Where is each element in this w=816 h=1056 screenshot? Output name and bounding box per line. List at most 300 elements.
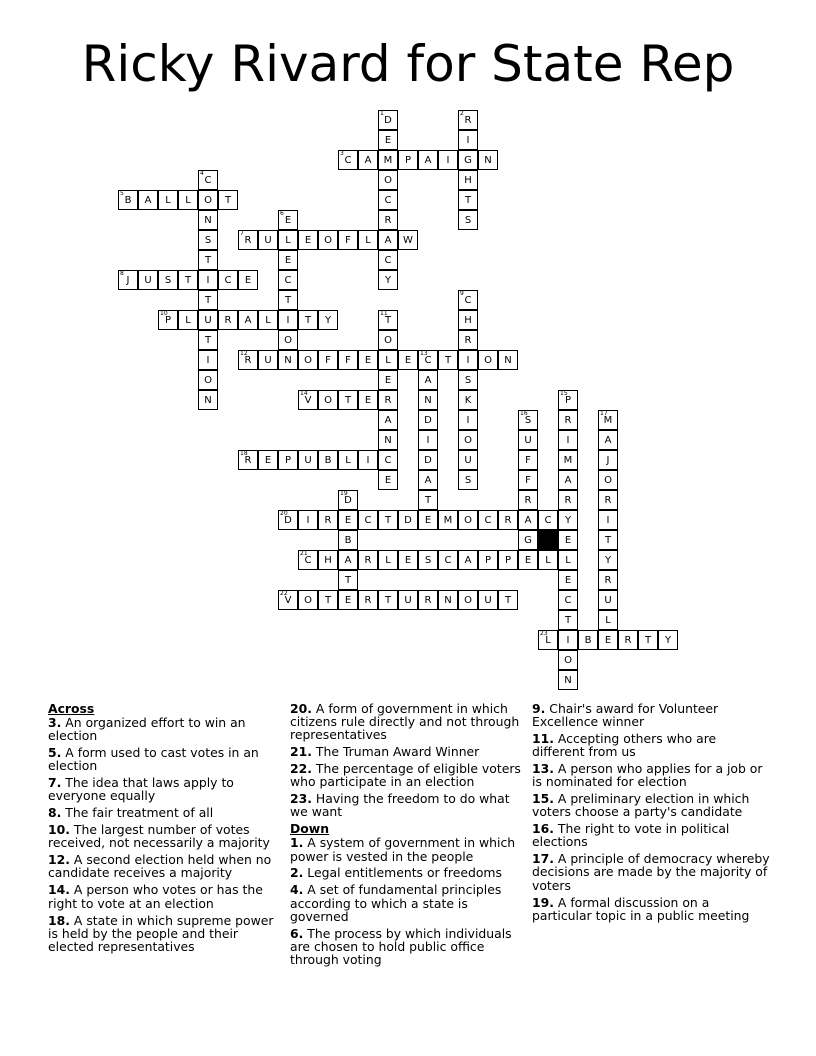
cell-letter: T xyxy=(464,195,472,206)
clue-item-text: A person who applies for a job or is nominated for election xyxy=(532,761,763,790)
grid-cell[interactable] xyxy=(618,630,638,650)
grid-cell[interactable] xyxy=(318,510,338,530)
grid-cell[interactable] xyxy=(518,410,538,430)
grid-cell[interactable] xyxy=(478,350,498,370)
grid-cell[interactable] xyxy=(558,590,578,610)
cell-letter: O xyxy=(204,195,212,206)
grid-cell[interactable] xyxy=(658,630,678,650)
grid-cell[interactable] xyxy=(278,270,298,290)
grid-cell[interactable] xyxy=(558,490,578,510)
grid-cell[interactable] xyxy=(558,610,578,630)
grid-cell[interactable] xyxy=(198,390,218,410)
grid-cell[interactable] xyxy=(518,530,538,550)
grid-cell[interactable] xyxy=(198,310,218,330)
grid-cell[interactable] xyxy=(278,590,298,610)
cell-letter: T xyxy=(424,495,432,506)
clue-number: 18 xyxy=(240,450,248,457)
grid-cell[interactable] xyxy=(518,510,538,530)
grid-cell[interactable] xyxy=(398,150,418,170)
cell-letter: A xyxy=(564,475,572,486)
grid-cell[interactable] xyxy=(198,370,218,390)
grid-cell[interactable] xyxy=(598,550,618,570)
clue-number: 1 xyxy=(380,110,384,117)
cell-letter: R xyxy=(244,355,252,366)
grid-cell[interactable] xyxy=(458,370,478,390)
clue-item-text: An organized effort to win an election xyxy=(48,715,246,744)
cell-letter: C xyxy=(384,455,392,466)
grid-cell[interactable] xyxy=(378,350,398,370)
cell-letter: N xyxy=(384,435,392,446)
grid-cell[interactable] xyxy=(458,550,478,570)
grid-cell[interactable] xyxy=(558,550,578,570)
grid-cell[interactable] xyxy=(318,230,338,250)
grid-cell[interactable] xyxy=(158,310,178,330)
grid-cell[interactable] xyxy=(298,310,318,330)
grid-cell[interactable] xyxy=(598,590,618,610)
grid-cell[interactable] xyxy=(378,410,398,430)
grid-cell[interactable] xyxy=(298,590,318,610)
cell-letter: F xyxy=(325,355,331,366)
grid-cell[interactable] xyxy=(378,370,398,390)
cell-letter: T xyxy=(184,275,192,286)
grid-cell[interactable] xyxy=(418,150,438,170)
grid-cell[interactable] xyxy=(458,210,478,230)
clue-item-number: 17. xyxy=(532,851,554,867)
grid-cell[interactable] xyxy=(418,550,438,570)
cell-letter: O xyxy=(384,175,392,186)
clue-item-number: 13. xyxy=(532,761,554,777)
grid-cell[interactable] xyxy=(198,230,218,250)
grid-cell[interactable] xyxy=(518,550,538,570)
cell-letter: T xyxy=(564,615,572,626)
grid-cell[interactable] xyxy=(378,190,398,210)
clue-item xyxy=(290,792,530,818)
grid-cell[interactable] xyxy=(458,470,478,490)
grid-cell[interactable] xyxy=(278,350,298,370)
grid-cell[interactable] xyxy=(458,510,478,530)
grid-cell[interactable] xyxy=(118,270,138,290)
grid-cell[interactable] xyxy=(518,450,538,470)
grid-cell[interactable] xyxy=(558,670,578,690)
cell-letter: E xyxy=(564,535,572,546)
grid-cell[interactable] xyxy=(418,430,438,450)
grid-cell[interactable] xyxy=(378,470,398,490)
cell-letter: A xyxy=(344,555,352,566)
cell-letter: I xyxy=(306,515,310,526)
grid-cell[interactable] xyxy=(298,390,318,410)
grid-cell[interactable] xyxy=(578,630,598,650)
grid-cell[interactable] xyxy=(358,230,378,250)
grid-cell[interactable] xyxy=(198,210,218,230)
clue-item-number: 18. xyxy=(48,912,70,928)
clue-item xyxy=(532,762,772,788)
cell-letter: D xyxy=(424,455,432,466)
grid-cell[interactable] xyxy=(458,310,478,330)
grid-cell[interactable] xyxy=(358,510,378,530)
grid-cell[interactable] xyxy=(378,130,398,150)
grid-cell[interactable] xyxy=(418,350,438,370)
grid-cell[interactable] xyxy=(338,530,358,550)
cell-letter: O xyxy=(464,435,472,446)
cell-letter: L xyxy=(285,235,291,246)
grid-cell[interactable] xyxy=(138,190,158,210)
grid-cell[interactable] xyxy=(458,330,478,350)
grid-cell[interactable] xyxy=(318,390,338,410)
grid-cell[interactable] xyxy=(458,590,478,610)
grid-cell[interactable] xyxy=(418,370,438,390)
cell-letter: N xyxy=(504,355,512,366)
cell-letter: R xyxy=(524,495,532,506)
grid-cell[interactable] xyxy=(398,510,418,530)
grid-cell[interactable] xyxy=(278,230,298,250)
grid-cell[interactable] xyxy=(198,350,218,370)
cell-letter: D xyxy=(404,515,412,526)
grid-cell[interactable] xyxy=(338,450,358,470)
grid-cell[interactable] xyxy=(558,530,578,550)
grid-cell[interactable] xyxy=(278,250,298,270)
grid-cell[interactable] xyxy=(598,630,618,650)
cell-letter: C xyxy=(384,195,392,206)
grid-cell[interactable] xyxy=(638,630,658,650)
cell-letter: O xyxy=(564,655,572,666)
cell-letter: E xyxy=(264,455,272,466)
grid-cell[interactable] xyxy=(318,450,338,470)
grid-cell[interactable] xyxy=(558,630,578,650)
grid-cell[interactable] xyxy=(278,210,298,230)
grid-cell[interactable] xyxy=(478,510,498,530)
grid-cell[interactable] xyxy=(458,390,478,410)
clue-item xyxy=(290,762,530,788)
grid-cell[interactable] xyxy=(598,470,618,490)
cell-letter: E xyxy=(284,215,292,226)
cell-letter: C xyxy=(384,255,392,266)
grid-cell[interactable] xyxy=(218,190,238,210)
grid-cell[interactable] xyxy=(298,350,318,370)
clue-number: 4 xyxy=(200,170,204,177)
grid-cell[interactable] xyxy=(358,450,378,470)
grid-cell[interactable] xyxy=(258,230,278,250)
cell-letter: R xyxy=(244,455,252,466)
grid-cell[interactable] xyxy=(318,350,338,370)
cell-letter: P xyxy=(504,555,512,566)
grid-cell[interactable] xyxy=(318,550,338,570)
clue-item-number: 4. xyxy=(290,882,304,898)
cell-letter: L xyxy=(165,195,171,206)
grid-cell[interactable] xyxy=(258,350,278,370)
grid-cell[interactable] xyxy=(538,630,558,650)
grid-cell[interactable] xyxy=(378,170,398,190)
cell-letter: A xyxy=(384,415,392,426)
cell-letter: A xyxy=(424,475,432,486)
grid-cell[interactable] xyxy=(518,470,538,490)
grid-cell[interactable] xyxy=(138,270,158,290)
cell-letter: C xyxy=(484,515,492,526)
grid-cell[interactable] xyxy=(598,410,618,430)
grid-cell[interactable] xyxy=(418,490,438,510)
clue-item-number: 21. xyxy=(290,744,312,760)
grid-cell[interactable] xyxy=(418,450,438,470)
cell-letter: R xyxy=(464,335,472,346)
grid-cell[interactable] xyxy=(178,310,198,330)
cell-letter: C xyxy=(564,595,572,606)
grid-cell[interactable] xyxy=(498,590,518,610)
cell-letter: N xyxy=(484,155,492,166)
grid-cell[interactable] xyxy=(438,350,458,370)
cell-letter: J xyxy=(606,455,610,466)
cell-letter: J xyxy=(126,275,130,286)
grid-cell[interactable] xyxy=(478,590,498,610)
grid-cell[interactable] xyxy=(598,510,618,530)
clue-number: 23 xyxy=(540,630,548,637)
grid-cell[interactable] xyxy=(278,450,298,470)
cell-letter: T xyxy=(224,195,232,206)
grid-cell[interactable] xyxy=(418,390,438,410)
clue-number: 13 xyxy=(420,350,428,357)
cell-letter: M xyxy=(563,455,573,466)
cell-letter: A xyxy=(464,555,472,566)
grid-cell[interactable] xyxy=(278,510,298,530)
grid-cell[interactable] xyxy=(418,470,438,490)
cell-letter: I xyxy=(466,415,470,426)
grid-cell[interactable] xyxy=(338,350,358,370)
cell-letter: K xyxy=(464,395,472,406)
cell-letter: L xyxy=(385,355,391,366)
cell-letter: E xyxy=(384,135,392,146)
grid-cell[interactable] xyxy=(298,510,318,530)
clue-item-number: 11. xyxy=(532,731,554,747)
cell-letter: L xyxy=(385,555,391,566)
grid-cell[interactable] xyxy=(438,510,458,530)
cell-letter: T xyxy=(644,635,652,646)
grid-cell[interactable] xyxy=(378,210,398,230)
grid-cell[interactable] xyxy=(378,250,398,270)
grid-cell[interactable] xyxy=(278,310,298,330)
grid-cell[interactable] xyxy=(278,290,298,310)
grid-cell[interactable] xyxy=(378,550,398,570)
cell-letter: F xyxy=(345,235,351,246)
cell-letter: P xyxy=(484,555,492,566)
grid-cell[interactable] xyxy=(598,570,618,590)
cell-letter: U xyxy=(604,595,612,606)
grid-cell[interactable] xyxy=(458,350,478,370)
grid-cell[interactable] xyxy=(238,270,258,290)
page-title: Ricky Rivard for State Rep xyxy=(81,35,735,93)
cell-letter: R xyxy=(384,395,392,406)
clue-item-number: 14. xyxy=(48,882,70,898)
cell-letter: E xyxy=(364,395,372,406)
grid-cell[interactable] xyxy=(318,310,338,330)
grid-cell[interactable] xyxy=(498,510,518,530)
across-heading: Across xyxy=(48,701,95,716)
clue-item-number: 6. xyxy=(290,925,304,941)
clue-item-text: A form used to cast votes in an election xyxy=(48,745,259,774)
grid-cell[interactable] xyxy=(538,510,558,530)
grid-cell[interactable] xyxy=(398,550,418,570)
clue-item xyxy=(290,866,530,879)
grid-cell[interactable] xyxy=(518,430,538,450)
grid-cell[interactable] xyxy=(458,130,478,150)
grid-cell[interactable] xyxy=(378,510,398,530)
grid-cell[interactable] xyxy=(338,150,358,170)
grid-cell[interactable] xyxy=(558,650,578,670)
grid-cell[interactable] xyxy=(598,490,618,510)
cell-letter: C xyxy=(424,355,432,366)
grid-cell[interactable] xyxy=(338,510,358,530)
grid-cell[interactable] xyxy=(298,550,318,570)
grid-cell[interactable] xyxy=(358,350,378,370)
grid-cell[interactable] xyxy=(238,450,258,470)
clue-item xyxy=(48,823,278,849)
grid-cell[interactable] xyxy=(358,150,378,170)
cell-letter: V xyxy=(304,395,312,406)
grid-cell[interactable] xyxy=(158,190,178,210)
grid-cell[interactable] xyxy=(558,410,578,430)
grid-cell[interactable] xyxy=(278,330,298,350)
cell-letter: M xyxy=(603,415,613,426)
grid-cell[interactable] xyxy=(318,590,338,610)
cell-letter: D xyxy=(284,515,292,526)
clue-item xyxy=(48,746,278,772)
grid-cell[interactable] xyxy=(458,150,478,170)
grid-cell[interactable] xyxy=(378,390,398,410)
grid-cell[interactable] xyxy=(378,590,398,610)
grid-cell[interactable] xyxy=(378,150,398,170)
cell-letter: T xyxy=(204,335,212,346)
grid-cell[interactable] xyxy=(378,330,398,350)
grid-cell[interactable] xyxy=(438,150,458,170)
grid-cell[interactable] xyxy=(458,450,478,470)
grid-cell[interactable] xyxy=(198,270,218,290)
clue-item xyxy=(290,883,530,922)
grid-cell[interactable] xyxy=(178,270,198,290)
grid-cell[interactable] xyxy=(338,570,358,590)
grid-cell[interactable] xyxy=(378,270,398,290)
grid-cell[interactable] xyxy=(358,590,378,610)
grid-cell[interactable] xyxy=(598,450,618,470)
cell-letter: O xyxy=(284,335,292,346)
grid-cell[interactable] xyxy=(458,290,478,310)
cell-letter: L xyxy=(605,615,611,626)
clue-item-text: Having the freedom to do what we want xyxy=(290,791,510,820)
cell-letter: U xyxy=(264,355,272,366)
grid-cell[interactable] xyxy=(398,230,418,250)
grid-cell[interactable] xyxy=(218,310,238,330)
grid-cell[interactable] xyxy=(538,550,558,570)
grid-cell[interactable] xyxy=(398,350,418,370)
clue-item xyxy=(48,914,278,953)
cell-letter: R xyxy=(564,495,572,506)
grid-cell[interactable] xyxy=(558,570,578,590)
grid-cell[interactable] xyxy=(458,170,478,190)
grid-cell[interactable] xyxy=(198,330,218,350)
grid-cell[interactable] xyxy=(558,450,578,470)
grid-cell[interactable] xyxy=(398,590,418,610)
grid-cell[interactable] xyxy=(478,550,498,570)
grid-cell[interactable] xyxy=(458,410,478,430)
grid-cell[interactable] xyxy=(338,550,358,570)
cell-letter: T xyxy=(384,515,392,526)
grid-cell[interactable] xyxy=(558,430,578,450)
grid-cell[interactable] xyxy=(418,410,438,430)
grid-cell[interactable] xyxy=(198,190,218,210)
grid-cell[interactable] xyxy=(218,270,238,290)
clue-number: 2 xyxy=(460,110,464,117)
grid-cell[interactable] xyxy=(238,310,258,330)
grid-cell[interactable] xyxy=(358,550,378,570)
cell-letter: I xyxy=(466,355,470,366)
grid-cell[interactable] xyxy=(378,450,398,470)
clues-column-2 xyxy=(290,702,530,970)
grid-cell[interactable] xyxy=(298,230,318,250)
grid-cell[interactable] xyxy=(598,530,618,550)
grid-cell[interactable] xyxy=(118,190,138,210)
cell-letter: U xyxy=(404,595,412,606)
cell-letter: Y xyxy=(324,315,332,326)
grid-cell[interactable] xyxy=(338,390,358,410)
grid-cell[interactable] xyxy=(258,310,278,330)
cell-letter: A xyxy=(524,515,532,526)
grid-cell[interactable] xyxy=(358,390,378,410)
grid-cell[interactable] xyxy=(438,590,458,610)
cell-letter: G xyxy=(464,155,472,166)
clue-item-text: A state in which supreme power is held by the people and their elected representatives xyxy=(48,912,274,954)
grid-cell[interactable] xyxy=(478,150,498,170)
grid-cell[interactable] xyxy=(598,610,618,630)
clue-number: 19 xyxy=(340,490,348,497)
grid-cell[interactable] xyxy=(518,490,538,510)
grid-cell[interactable] xyxy=(258,450,278,470)
grid-cell[interactable] xyxy=(198,290,218,310)
grid-cell[interactable] xyxy=(378,430,398,450)
grid-cell[interactable] xyxy=(338,490,358,510)
grid-cell[interactable] xyxy=(558,390,578,410)
grid-cell[interactable] xyxy=(338,230,358,250)
grid-cell[interactable] xyxy=(238,350,258,370)
grid-cell[interactable] xyxy=(458,110,478,130)
grid-cell[interactable] xyxy=(498,550,518,570)
cell-letter: B xyxy=(344,535,352,546)
grid-cell[interactable] xyxy=(418,510,438,530)
clue-number: 3 xyxy=(340,150,344,157)
grid-cell[interactable] xyxy=(198,170,218,190)
grid-cell[interactable] xyxy=(158,270,178,290)
grid-cell[interactable] xyxy=(558,470,578,490)
grid-cell[interactable] xyxy=(558,510,578,530)
grid-cell[interactable] xyxy=(378,110,398,130)
grid-cell[interactable] xyxy=(238,230,258,250)
grid-cell[interactable] xyxy=(338,590,358,610)
grid-cell[interactable] xyxy=(198,250,218,270)
cell-letter: L xyxy=(185,195,191,206)
grid-cell[interactable] xyxy=(298,450,318,470)
grid-cell[interactable] xyxy=(598,430,618,450)
grid-cell[interactable] xyxy=(378,310,398,330)
cell-letter: Y xyxy=(604,555,612,566)
cell-letter: I xyxy=(566,435,570,446)
clue-item xyxy=(290,745,530,758)
clue-item-number: 12. xyxy=(48,852,70,868)
cell-letter: P xyxy=(404,155,412,166)
grid-cell[interactable] xyxy=(418,590,438,610)
grid-cell[interactable] xyxy=(378,230,398,250)
grid-cell[interactable] xyxy=(498,350,518,370)
cell-letter: T xyxy=(504,595,512,606)
grid-cell[interactable] xyxy=(438,550,458,570)
grid-cell[interactable] xyxy=(458,190,478,210)
grid-cell[interactable] xyxy=(458,430,478,450)
grid-cell[interactable] xyxy=(178,190,198,210)
cell-letter: I xyxy=(206,275,210,286)
